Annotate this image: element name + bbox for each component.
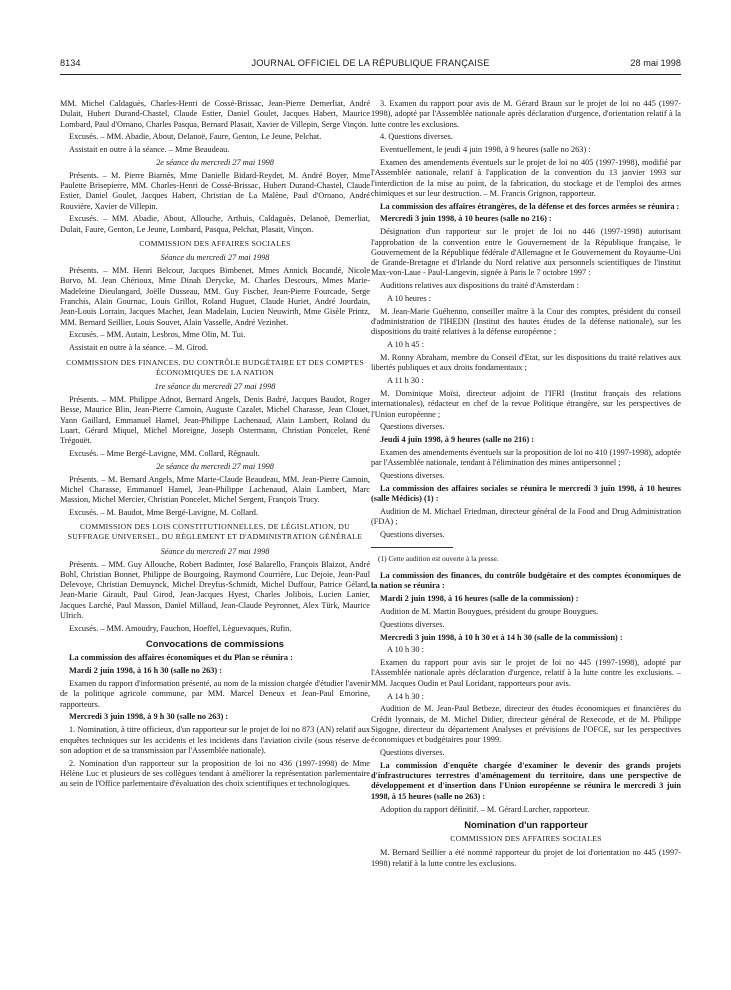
agenda-item: Audition de M. Martin Bouygues, président du groupe Bouygues. — [380, 606, 599, 616]
footnote: (1) Cette audition est ouverte à la presse. — [378, 554, 499, 564]
meeting-date: Eventuellement, le jeudi 4 juin 1998, à 9 heures (salle no 263) : — [380, 145, 591, 155]
agenda-item: Examen des amendements éventuels sur la proposition de loi no 410 (1997-1998), adoptée par l'Assemblée nationale, tendant à l'élimination des mines antipersonnel ; — [371, 447, 681, 468]
agenda-item: Désignation d'un rapporteur sur le projet de loi no 446 (1997-1998) autorisant l'approbation de la convention entre le Gouvernement de la République française, le Gouvernement de la République fédérale d'Allemagne et le Gouvernement du Royaume-Uni de Grande-Bretagne et d'Irlande du Nord relative aux personnels scientifiques de l'institut Max-von-Laue - Paul-Langevin, signée à Paris le 7 octobre 1997 : — [371, 227, 681, 278]
agenda-item: Examen des amendements éventuels sur le projet de loi no 405 (1997-1998), modifié par l'Assemblée nationale, relatif à l'application de la convention du 13 janvier 1993 sur l'interdiction de la mise au point, de la fabrication, du stockage et de l'emploi des armes chimiques et sur leur destruction. – M. Francis Grignon, rapporteur. — [371, 157, 681, 198]
agenda-item: Examen du rapport pour avis sur le projet de loi no 445 (1997-1998), adopté par l'Assemblée nationale après déclaration d'urgence, relatif à la lutte contre les exclusions. – MM. Jacques Oudin et Paul Loridant, rapporteurs pour avis. — [371, 658, 681, 688]
agenda-item: Examen du rapport d'information présenté, au nom de la mission chargée d'étudier l'avenir de la politique agricole commune, par MM. Marcel Deneux et Jean-Paul Emorine, rapporteurs. — [60, 679, 370, 709]
agenda-item: 2. Nomination d'un rapporteur sur la proposition de loi no 436 (1997-1998) de Mme Hélène Luc et plusieurs de ses collègues tendant à améliorer la représentation parlementaire au sein de l'Office parlementaire d'évaluation des choix scientifiques et technologiques. — [60, 758, 370, 789]
agenda-item: Auditions relatives aux dispositions du traité d'Amsterdam : — [380, 281, 579, 291]
section-heading: Nomination d'un rapporteur — [464, 818, 588, 830]
present-paragraph: Présents. – MM. Henri Belcour, Jacques Bimbenet, Mmes Annick Bocandé, Nicole Borvo, M. Jean Chérioux, Mme Dinah Derycke, M. Charles Descours, Mmes Marie-Madeleine Dieulangard, Joëlle Dusseau, MM. Guy Fischer, Jean-Pierre Fourcade, Serge Franchis, Alain Gournac, Louis Grillot, Roland Huguet, Claude Huriet, André Jourdain, Jean-Louis Lorrain, Jacques Machet, Jean Madelain, Lucien Neuwirth, Mme Gisèle Printz, MM. Bernard Seillier, Louis Souvet, Alain Vasselle, André Vezinhet. — [60, 266, 370, 327]
excused-paragraph: Excusés. – Mme Bergé-Lavigne, MM. Collard, Régnault. — [69, 448, 260, 458]
meeting-date: Mercredi 3 juin 1998, à 10 heures (salle no 216) : — [380, 214, 552, 224]
time-slot: A 10 h 30 : — [387, 645, 424, 655]
header-rule — [60, 74, 681, 75]
section-heading: Convocations de commissions — [145, 638, 285, 650]
also-present-paragraph: Assistait en outre à la séance. – Mme Beaudeau. — [69, 145, 230, 155]
present-paragraph: Présents. – MM. Philippe Adnot, Bernard Angels, Denis Badré, Jacques Baudot, Roger Besse, Maurice Blin, Jean-Pierre Camoin, Auguste Cazalet, Michel Charasse, Jean Clouet, Yann Gaillard, Emmanuel Hamel, Jean-Philippe Lachenaud, Alain Lambert, Roland du Luart, Gérard Miquel, Michel Moreigne, Joseph Ostermann, Christian Poncelet, René Trégouët. — [60, 394, 370, 446]
agenda-item: 4. Questions diverses. — [380, 132, 453, 142]
session-title: Séance du mercredi 27 mai 1998 — [160, 253, 270, 263]
agenda-item: Questions diverses. — [380, 471, 445, 480]
time-slot: A 10 h 45 : — [387, 340, 424, 350]
meeting-date: Mardi 2 juin 1998, à 16 h 30 (salle no 263) : — [69, 666, 223, 676]
time-slot: A 11 h 30 : — [387, 376, 424, 386]
commission-heading: COMMISSION DES LOIS CONSTITUTIONNELLES, DE LÉGISLATION, DU SUFFRAGE UNIVERSEL, DU RÈGLEMENT ET D'ADMINISTRATION GÉNÉRALE — [67, 522, 363, 542]
issue-date: 28 mai 1998 — [630, 58, 681, 68]
meeting-date: Mercredi 3 juin 1998, à 10 h 30 et à 14 h 30 (salle de la commission) : — [380, 632, 623, 642]
meeting-date: Jeudi 4 juin 1998, à 9 heures (salle no 216) : — [380, 435, 535, 445]
agenda-item: Questions diverses. — [380, 748, 445, 758]
left-column — [60, 99, 370, 792]
commission-heading: COMMISSION DES AFFAIRES SOCIALES — [450, 834, 602, 844]
meeting-date: Mercredi 3 juin 1998, à 9 h 30 (salle no 263) : — [69, 712, 229, 722]
page-header — [60, 58, 681, 72]
footnote-rule — [371, 547, 453, 548]
agenda-item: Questions diverses. — [380, 529, 445, 539]
convocation-intro: La commission des affaires sociales se réunira le mercredi 3 juin 1998, à 10 heures (salle Médicis) (1) : — [371, 483, 681, 504]
commission-heading: COMMISSION DES FINANCES, DU CONTRÔLE BUDGÉTAIRE ET DES COMPTES ÉCONOMIQUES DE LA NATION — [66, 357, 364, 377]
present-paragraph: Présents. – MM. Guy Allouche, Robert Badinter, José Balarello, François Blaizot, André Bohl, Christian Bonnet, Philippe de Bourgoing, Raymond Courrière, Luc Dejoie, Jean-Paul Delevoye, Christian Demuynck, Michel Dreyfus-Schmidt, Michel Duffour, Patrice Gélard, Jean-Marie Girault, Paul Girod, Jean-Jacques Hyest, Charles Jolibois, Lucien Lanier, Jacques Larché, Paul Masson, Daniel Millaud, Jean-Claude Peyronnet, Alex Türk, Maurice Ulrich. — [60, 559, 370, 621]
journal-title: JOURNAL OFFICIEL DE LA RÉPUBLIQUE FRANÇAISE — [251, 58, 490, 68]
nomination-paragraph: M. Bernard Seillier a été nommé rapporteur du projet de loi d'orientation no 445 (1997-1998) relatif à la lutte contre les exclusions. — [371, 848, 681, 868]
excused-paragraph: Excusés. – M. Baudot, Mme Bergé-Lavigne, M. Collard. — [69, 507, 259, 517]
session-title: 1re séance du mercredi 27 mai 1998 — [154, 382, 276, 392]
agenda-item: Questions diverses. — [380, 422, 445, 432]
time-slot: A 14 h 30 : — [387, 691, 424, 701]
agenda-item: Audition de M. Jean-Paul Betbeze, directeur des études économiques et financières du Crédit lyonnais, de M. Michel Didier, directeur général de Rexecode, et de M. Philippe Sigogne, directeur du département Analyses et prévisions de l'OFCE, sur les perspectives économiques et budgétaires pour 1999. — [371, 704, 681, 745]
agenda-item: M. Dominique Moïsi, directeur adjoint de l'IFRI (Institut français des relations internationales), rédacteur en chef de la revue Politique étrangère, sur les perspectives de l'Union européenne ; — [371, 388, 681, 419]
excused-paragraph: Excusés. – MM. Autain, Lesbros, Mme Olin, M. Tui. — [69, 330, 246, 340]
attendance-paragraph: MM. Michel Caldaguès, Charles-Henri de Cossé-Brissac, Jean-Pierre Demerliat, André Dulait, Hubert Durand-Chastel, Claude Estier, Daniel Goulet, Jacques Habert, Maurice Lombard, Paul d'Ornano, Charles Pasqua, Bernard Plasait, Xavier de Villepin, Serge Vinçon. — [60, 99, 370, 129]
agenda-item: Audition de M. Michael Friedman, directeur général de la Food and Drug Administration (FDA) ; — [371, 506, 681, 527]
excused-paragraph: Excusés. – MM. Amoudry, Fauchon, Hoeffel, Lèguevaques, Rufin. — [69, 623, 292, 633]
right-column — [371, 99, 681, 872]
agenda-item: 3. Examen du rapport pour avis de M. Gérard Braun sur le projet de loi no 445 (1997-1998), adopté par l'Assemblée nationale après déclaration d'urgence, d'orientation relatif à la lutte contre les exclusions. — [371, 99, 681, 129]
session-title: 2e séance du mercredi 27 mai 1998 — [156, 461, 274, 471]
convocation-intro: La commission des affaires économiques et du Plan se réunira : — [69, 653, 293, 663]
excused-paragraph: Excusés. – MM. Abadie, About, Delanoë, Faure, Genton, Le Jeune, Pelchat. — [69, 132, 322, 142]
present-paragraph: Présents. – M. Bernard Angels, Mme Marie-Claude Beaudeau, MM. Jean-Pierre Camoin, Michel Charasse, Emmanuel Hamel, Jean-Philippe Lachenaud, Alain Lambert, Marc Massion, Michel Mercier, Christian Poncelet, Michel Sergent, François Trucy. — [60, 474, 370, 505]
session-title: Séance du mercredi 27 mai 1998 — [160, 546, 270, 556]
session-title: 2e séance du mercredi 27 mai 1998 — [156, 157, 274, 167]
page-number: 8134 — [60, 58, 81, 68]
present-paragraph: Présents. – M. Pierre Biarnès, Mme Danielle Bidard-Reydet, M. André Boyer, Mme Paulette Brisepierre, MM. Charles-Henri de Cossé-Brissac, Hubert Durand-Chastel, Claude Estier, Daniel Goulet, Jacques Habert, Christian de La Malène, Paul d'Ornano, André Rouvière, Xavier de Villepin. — [60, 170, 370, 211]
excused-paragraph: Excusés. – MM. Abadie, About, Allouche, Arthuis, Caldaguès, Delanoë, Demerliat, Dulait, Faure, Genton, Le Jeune, Lombard, Pasqua, Pelchat, Plasait, Vinçon. — [60, 214, 370, 234]
convocation-intro: La commission des finances, du contrôle budgétaire et des comptes économiques de la nation se réunira : — [371, 571, 681, 591]
time-slot: A 10 heures : — [387, 294, 432, 304]
meeting-date: Mardi 2 juin 1998, à 16 heures (salle de la commission) : — [380, 594, 579, 604]
agenda-item: 1. Nomination, à titre officieux, d'un rapporteur sur le projet de loi no 873 (AN) relatif aux enquêtes techniques sur les accidents et les incidents dans l'aviation civile (sous réserve de son adoption et de sa transmission par l'Assemblée nationale). — [60, 725, 370, 755]
agenda-item: M. Ronny Abraham, membre du Conseil d'Etat, sur les dispositions du traité relatives aux libertés publiques et aux droits fondamentaux ; — [371, 353, 681, 373]
convocation-intro: La commission des affaires étrangères, de la défense et des forces armées se réunira : — [380, 201, 680, 211]
agenda-item: Adoption du rapport définitif. – M. Gérard Larcher, rapporteur. — [380, 804, 590, 814]
also-present-paragraph: Assistait en outre à la séance. – M. Girod. — [69, 343, 208, 353]
agenda-item: Questions diverses. — [380, 619, 445, 629]
commission-heading: COMMISSION DES AFFAIRES SOCIALES — [139, 239, 291, 249]
agenda-item: M. Jean-Marie Guéhenno, conseiller maître à la Cour des comptes, président du conseil d'administration de l'IHEDN (Institut des hautes études de la défense nationale), sur les dispositions du traité relatives à la défense européenne ; — [371, 306, 681, 337]
convocation-intro: La commission d'enquête chargée d'examiner le devenir des grands projets d'infrastructures terrestres d'aménagement du territoire, dans une perspective de développement et d'insertion dans l'Union européenne se réunira le mercredi 3 juin 1998, à 15 heures (salle no 263) : — [371, 760, 681, 801]
